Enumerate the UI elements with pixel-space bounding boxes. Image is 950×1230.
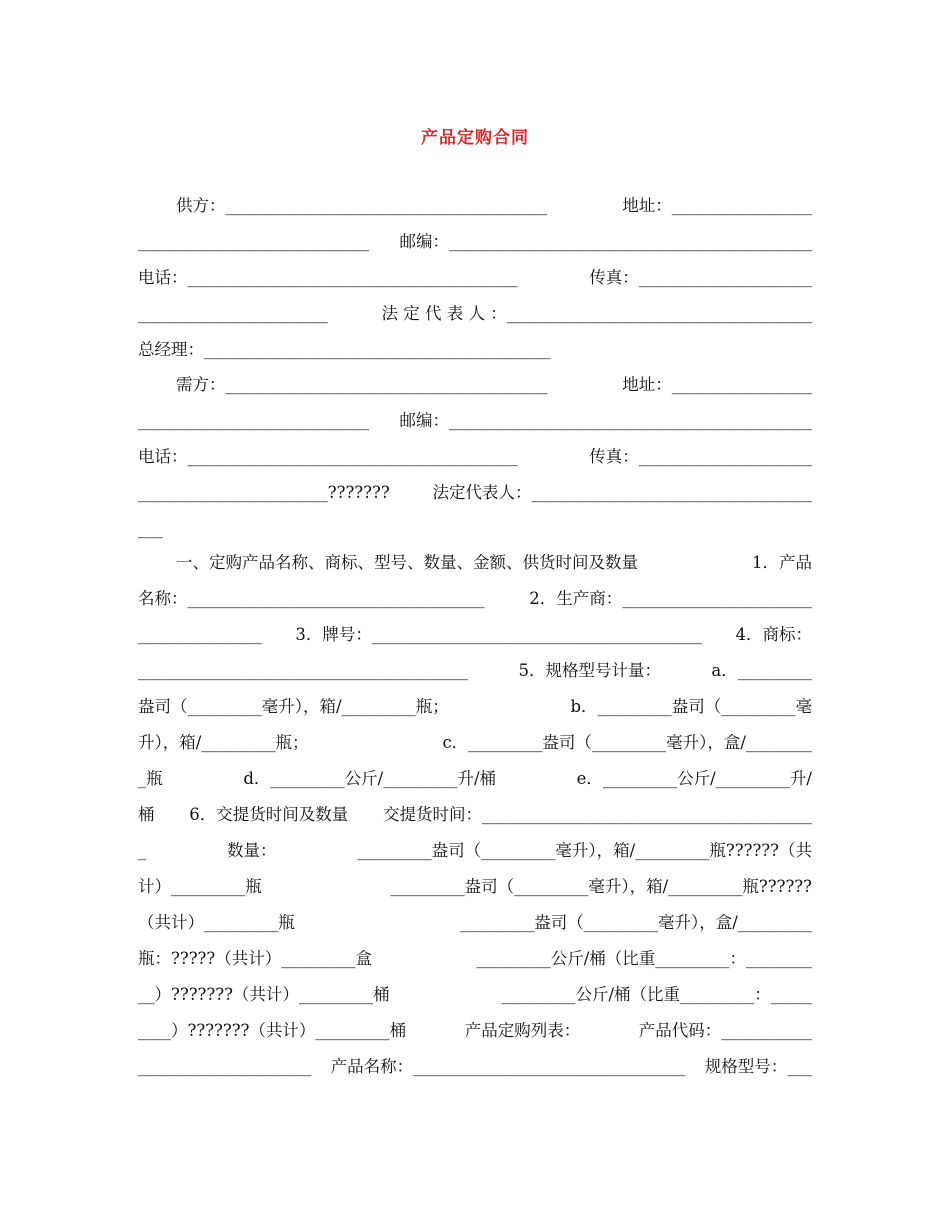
line-segment: 桶	[138, 805, 155, 824]
line-segment: a．_________	[711, 661, 812, 680]
line-segment: d．_________公斤/_________升/桶	[243, 769, 497, 788]
line-segment: _________盎司（_________毫升），箱/_________瓶??????（共	[357, 841, 812, 860]
line-segment: 交提货时间：________________________________________	[383, 805, 812, 824]
contract-line	[138, 409, 812, 433]
contract-line	[138, 803, 812, 827]
contract-line	[138, 731, 812, 755]
line-segment: _________盎司（_________毫升），盒/_________	[459, 913, 812, 932]
line-segment: 产品定购列表：	[464, 1021, 581, 1040]
line-segment: 盎司（_________毫升），箱/_________瓶；	[138, 697, 449, 716]
line-segment: 产品代码：___________	[638, 1021, 812, 1040]
line-segment: 产品名称：_________________________________	[330, 1057, 686, 1076]
contract-line	[138, 551, 812, 575]
line-segment: 传真：_____________________	[589, 268, 812, 287]
contract-line	[138, 1055, 812, 1079]
contract-line	[138, 839, 812, 863]
line-segment: 一、定购产品名称、商标、型号、数量、金额、供货时间及数量	[176, 553, 638, 572]
contract-line	[138, 659, 812, 683]
line-segment: __）???????（共计）_________桶	[138, 985, 390, 1004]
line-segment: 规格型号：___	[704, 1057, 812, 1076]
line-segment: _______________________	[138, 304, 328, 323]
line-segment: 传真：_____________________	[589, 447, 812, 466]
line-segment: _瓶	[138, 769, 163, 788]
line-segment: _______________________???????	[138, 483, 390, 502]
contract-line	[138, 695, 812, 719]
line-segment: 瓶：?????（共计）_________盒	[138, 949, 372, 968]
line-segment: b．_________盎司（_________毫	[570, 697, 812, 716]
contract-line	[138, 338, 812, 362]
contract-line	[138, 230, 812, 254]
contract-line	[138, 767, 812, 791]
line-segment: 5．规格型号计量：	[518, 661, 661, 680]
line-segment: 法定代表人：__________________________________	[432, 483, 812, 502]
line-segment: （共计）_________瓶	[138, 913, 295, 932]
contract-line	[138, 875, 812, 899]
line-segment: 总经理：__________________________________________	[138, 340, 551, 359]
line-segment: 电话：________________________________________	[138, 268, 518, 287]
contract-line	[138, 266, 812, 290]
contract-line	[138, 373, 812, 397]
line-segment: 1．产品	[752, 553, 812, 572]
line-segment: _______________	[138, 625, 262, 644]
line-segment: 升），箱/_________瓶；	[138, 733, 309, 752]
line-segment: ____________________________	[138, 411, 369, 430]
line-segment: _	[138, 841, 147, 860]
line-segment: 4．商标：	[735, 625, 812, 644]
line-segment: _____________________	[138, 1057, 312, 1076]
line-segment: _________公斤/桶（比重_________：_____	[501, 985, 812, 1004]
line-segment: 电话：________________________________________	[138, 447, 518, 466]
line-segment: 法 定 代 表 人 ：_____________________________________	[381, 304, 812, 323]
line-segment: 地址：_________________	[622, 375, 812, 394]
line-segment: 邮编：____________________________________________	[399, 411, 812, 430]
contract-line	[138, 587, 812, 611]
line-segment: 地址：_________________	[622, 196, 812, 215]
line-segment: 2．生产商：_______________________	[529, 589, 812, 608]
contract-line	[138, 911, 812, 935]
line-segment: ________________________________________	[138, 661, 468, 680]
line-segment: c．_________盎司（_________毫升），盒/________	[442, 733, 812, 752]
contract-line	[138, 947, 812, 971]
contract-line	[138, 481, 812, 505]
contract-line	[138, 194, 812, 218]
line-segment: _________盎司（_________毫升），箱/_________瓶??????	[390, 877, 812, 896]
contract-line	[138, 517, 812, 541]
contract-line	[138, 302, 812, 326]
contract-line	[138, 1019, 812, 1043]
line-segment: 供方：_______________________________________	[176, 196, 548, 215]
line-segment: ____）???????（共计）_________桶	[138, 1021, 407, 1040]
line-segment: 计）_________瓶	[138, 877, 262, 896]
line-segment: 数量：	[227, 841, 277, 860]
line-segment: 邮编：____________________________________________	[399, 232, 812, 251]
line-segment: _________公斤/桶（比重_________：________	[476, 949, 812, 968]
contract-line	[138, 983, 812, 1007]
line-segment: 名称：____________________________________	[138, 589, 485, 608]
line-segment: 6．交提货时间及数量	[189, 805, 349, 824]
line-segment: 需方：_______________________________________	[176, 375, 548, 394]
line-segment: ___	[138, 519, 163, 538]
line-segment: ____________________________	[138, 232, 369, 251]
contract-line	[138, 623, 812, 647]
document-title: 产品定购合同	[421, 128, 529, 148]
line-segment: 3．牌号：________________________________________	[295, 625, 702, 644]
line-segment: e．_________公斤/_________升/	[576, 769, 812, 788]
contract-line	[138, 445, 812, 469]
